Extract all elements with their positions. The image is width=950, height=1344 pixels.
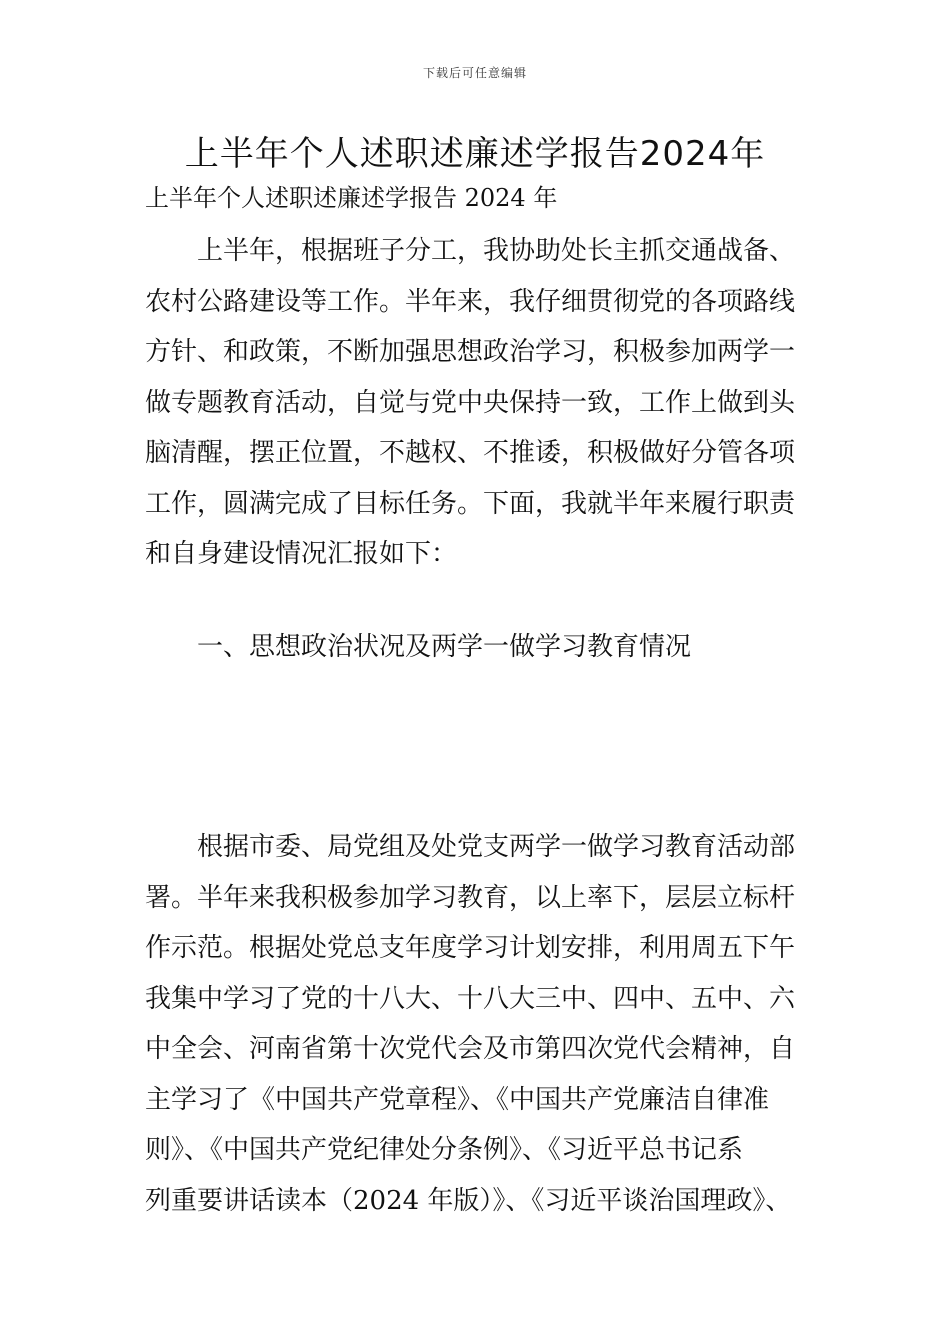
header-note: 下载后可任意编辑 [422,66,527,80]
paragraph-intro [145,226,810,580]
paragraph-line: 和自身建设情况汇报如下： [145,539,458,569]
section-heading-text: 一、思想政治状况及两学一做学习教育情况 [197,632,692,662]
paragraph-line: 我集中学习了党的十八大、十八大三中、四中、五中、六 [145,983,796,1014]
paragraph-line: 列重要讲话读本（2024 年版）》、《习近平谈治国理政》、 [145,1185,792,1216]
paragraph-line: 署。半年来我积极参加学习教育，以上率下，层层立标杆 [145,882,796,913]
paragraph-line: 中全会、河南省第十次党代会及市第四次党代会精神，自 [145,1034,796,1064]
paragraph-line: 方针、和政策，不断加强思想政治学习，积极参加两学一 [145,337,796,367]
document-subtitle: 上半年个人述职述廉述学报告 2024 年 [145,184,558,212]
paragraph-line: 主学习了《中国共产党章程》、《中国共产党廉洁自律准 [145,1084,770,1115]
paragraph-line: 上半年，根据班子分工，我协助处长主抓交通战备、 [197,236,796,266]
paragraph-line: 作示范。根据处党总支年度学习计划安排，利用周五下午 [145,933,796,963]
paragraph-line: 则》、《中国共产党纪律处分条例》、《习近平总书记系 [145,1135,744,1165]
paragraph-line: 做专题教育活动，自觉与党中央保持一致，工作上做到头 [145,387,796,418]
paragraph-study [145,822,810,1226]
section-heading [145,622,810,673]
paragraph-line: 农村公路建设等工作。半年来，我仔细贯彻党的各项路线 [145,286,796,317]
document-title: 上半年个人述职述廉述学报告2024年 [184,134,766,174]
paragraph-line: 脑清醒，摆正位置，不越权、不推诿，积极做好分管各项 [145,438,796,468]
paragraph-line: 根据市委、局党组及处党支两学一做学习教育活动部 [197,832,796,862]
paragraph-line: 工作，圆满完成了目标任务。下面，我就半年来履行职责 [145,488,796,519]
